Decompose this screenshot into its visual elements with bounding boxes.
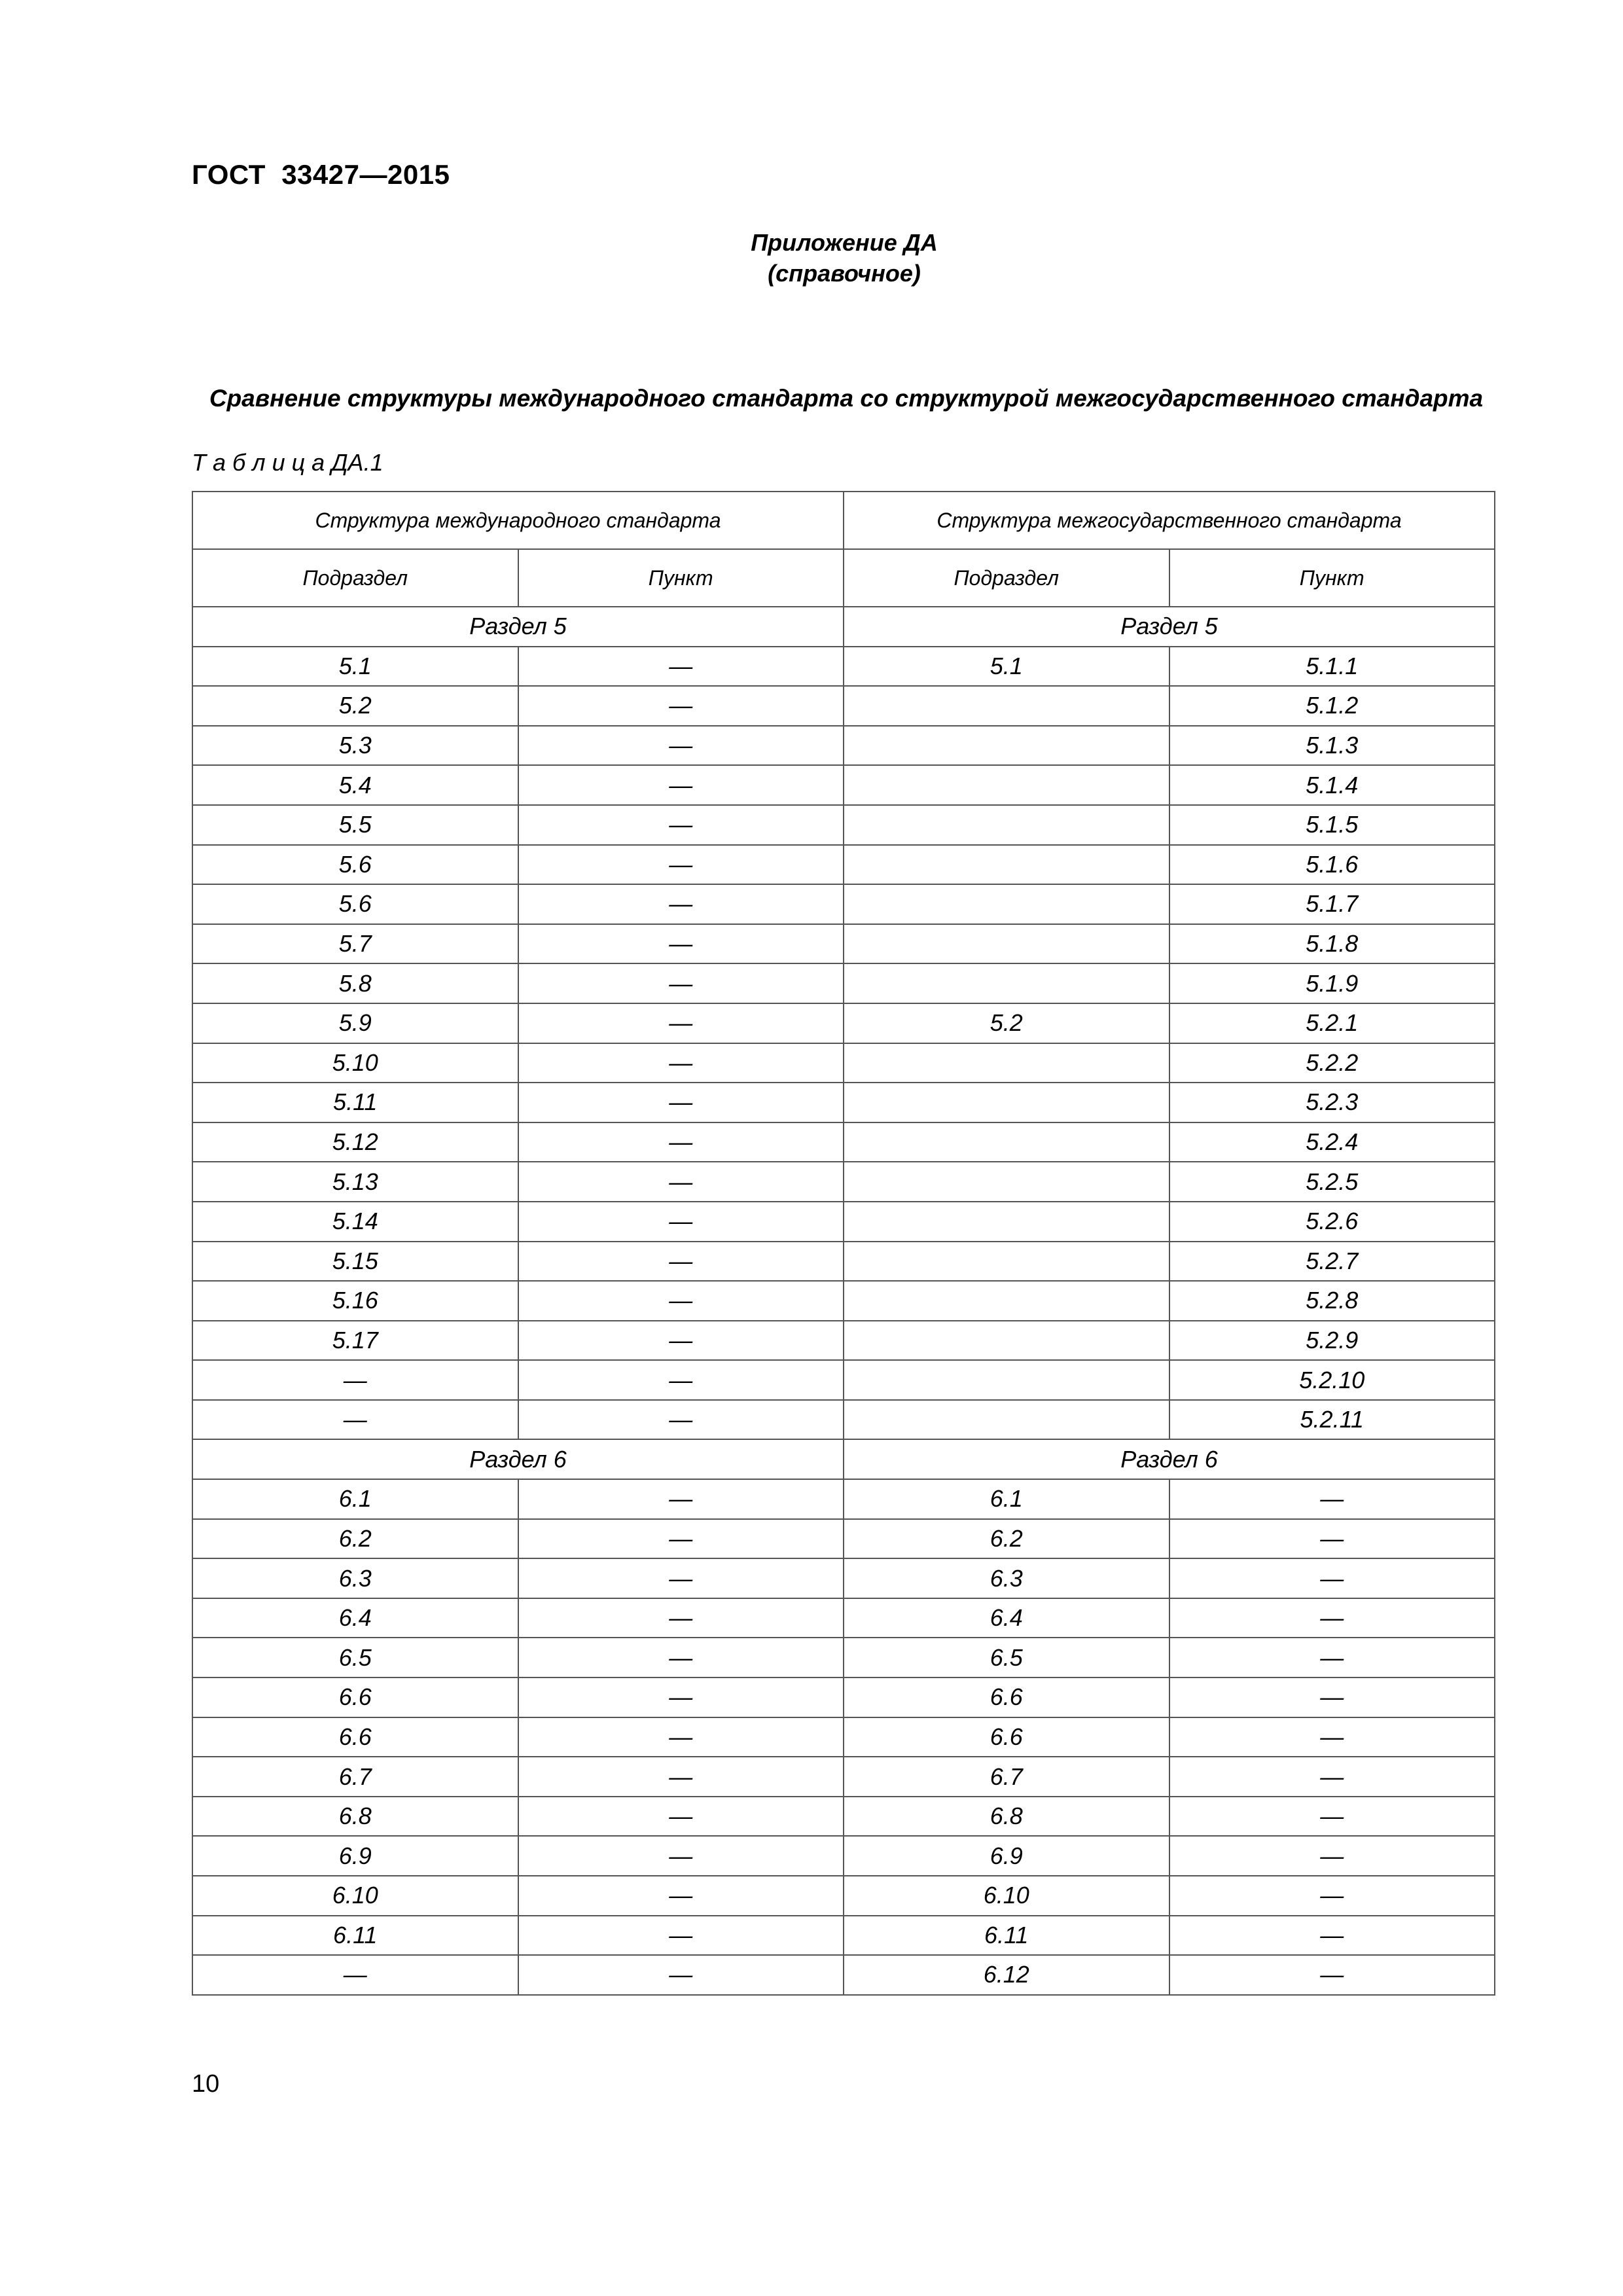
interstate-subsection-header: Подраздел: [844, 549, 1169, 607]
table-row: [192, 1202, 1495, 1242]
intl-item-cell: —: [518, 1836, 844, 1876]
interstate-subsection-cell: [844, 1281, 1169, 1321]
intl-subsection-cell: 6.3: [192, 1558, 518, 1598]
intl-item-cell: —: [518, 1400, 844, 1440]
section-row: [192, 607, 1495, 647]
intl-subsection-cell: 5.1: [192, 647, 518, 687]
interstate-subsection-cell: [844, 963, 1169, 1003]
interstate-item-header: Пункт: [1169, 549, 1495, 607]
intl-section-label: Раздел 5: [192, 607, 844, 647]
interstate-item-cell: —: [1169, 1955, 1495, 1995]
interstate-subsection-cell: [844, 924, 1169, 964]
interstate-item-cell: 5.2.11: [1169, 1400, 1495, 1440]
intl-item-cell: —: [518, 1043, 844, 1083]
interstate-item-cell: —: [1169, 1876, 1495, 1916]
table-row: [192, 963, 1495, 1003]
interstate-item-cell: —: [1169, 1519, 1495, 1559]
interstate-subsection-cell: 6.6: [844, 1717, 1169, 1757]
table-row: [192, 647, 1495, 687]
intl-subsection-cell: —: [192, 1400, 518, 1440]
intl-subsection-cell: 5.5: [192, 805, 518, 845]
intl-subsection-cell: 6.7: [192, 1757, 518, 1797]
interstate-subsection-cell: [844, 884, 1169, 924]
intl-item-cell: —: [518, 1677, 844, 1717]
table-row: [192, 726, 1495, 766]
table-group-header-row: [192, 492, 1495, 549]
intl-item-cell: —: [518, 1122, 844, 1162]
table-row: [192, 1400, 1495, 1440]
interstate-subsection-cell: 6.7: [844, 1757, 1169, 1797]
table-body: [192, 607, 1495, 1995]
intl-subsection-cell: 6.9: [192, 1836, 518, 1876]
table-row: [192, 845, 1495, 885]
interstate-item-cell: —: [1169, 1558, 1495, 1598]
table-row: [192, 1321, 1495, 1361]
interstate-item-cell: 5.2.7: [1169, 1242, 1495, 1282]
interstate-item-cell: —: [1169, 1916, 1495, 1956]
interstate-item-cell: —: [1169, 1757, 1495, 1797]
intl-item-cell: —: [518, 1003, 844, 1043]
interstate-item-cell: 5.1.7: [1169, 884, 1495, 924]
interstate-item-cell: 5.1.3: [1169, 726, 1495, 766]
section-row: [192, 1439, 1495, 1479]
table-row: [192, 1162, 1495, 1202]
interstate-subsection-cell: [844, 1321, 1169, 1361]
intl-item-cell: —: [518, 1083, 844, 1122]
intl-subsection-cell: 6.2: [192, 1519, 518, 1559]
intl-subsection-cell: 5.17: [192, 1321, 518, 1361]
interstate-subsection-cell: [844, 1360, 1169, 1400]
interstate-subsection-cell: 5.1: [844, 647, 1169, 687]
intl-subsection-cell: 6.5: [192, 1638, 518, 1677]
table-row: [192, 1797, 1495, 1837]
intl-subsection-cell: 6.11: [192, 1916, 518, 1956]
interstate-subsection-cell: 6.5: [844, 1638, 1169, 1677]
intl-item-cell: —: [518, 1242, 844, 1282]
table-row: [192, 1479, 1495, 1519]
intl-subsection-cell: —: [192, 1360, 518, 1400]
interstate-subsection-cell: [844, 845, 1169, 885]
interstate-subsection-cell: [844, 1202, 1169, 1242]
interstate-subsection-cell: 6.11: [844, 1916, 1169, 1956]
table-row: [192, 924, 1495, 964]
intl-item-cell: —: [518, 924, 844, 964]
intl-subsection-cell: 5.14: [192, 1202, 518, 1242]
table-row: [192, 1876, 1495, 1916]
intl-subsection-cell: —: [192, 1955, 518, 1995]
annex-heading: Сравнение структуры международного стандарта со структурой межгосударственного стандарта: [209, 385, 1484, 412]
intl-item-cell: —: [518, 1360, 844, 1400]
table-label: Т а б л и ц а ДА.1: [192, 449, 383, 476]
interstate-subsection-cell: [844, 1122, 1169, 1162]
table-row: [192, 1360, 1495, 1400]
interstate-section-label: Раздел 6: [844, 1439, 1495, 1479]
intl-item-cell: —: [518, 1797, 844, 1837]
intl-subsection-cell: 5.6: [192, 884, 518, 924]
interstate-subsection-cell: [844, 1043, 1169, 1083]
interstate-item-cell: 5.2.2: [1169, 1043, 1495, 1083]
intl-subsection-cell: 5.2: [192, 686, 518, 726]
international-structure-header: Структура международного стандарта: [192, 492, 844, 549]
interstate-structure-header: Структура межгосударственного стандарта: [844, 492, 1495, 549]
table-row: [192, 1558, 1495, 1598]
intl-item-cell: —: [518, 1717, 844, 1757]
interstate-subsection-cell: 6.10: [844, 1876, 1169, 1916]
interstate-subsection-cell: [844, 1400, 1169, 1440]
intl-subsection-cell: 6.6: [192, 1677, 518, 1717]
intl-subsection-cell: 5.8: [192, 963, 518, 1003]
intl-item-cell: —: [518, 1479, 844, 1519]
interstate-item-cell: —: [1169, 1479, 1495, 1519]
intl-item-cell: —: [518, 1757, 844, 1797]
interstate-item-cell: 5.1.4: [1169, 765, 1495, 805]
interstate-subsection-cell: [844, 1162, 1169, 1202]
interstate-item-cell: 5.1.5: [1169, 805, 1495, 845]
intl-subsection-header: Подраздел: [192, 549, 518, 607]
intl-subsection-cell: 5.4: [192, 765, 518, 805]
table-row: [192, 1598, 1495, 1638]
intl-item-cell: —: [518, 1916, 844, 1956]
table-row: [192, 884, 1495, 924]
interstate-item-cell: 5.2.8: [1169, 1281, 1495, 1321]
table-row: [192, 1916, 1495, 1956]
annex-title: Приложение ДА: [751, 229, 938, 256]
table-row: [192, 1281, 1495, 1321]
interstate-subsection-cell: [844, 1242, 1169, 1282]
interstate-item-cell: 5.2.3: [1169, 1083, 1495, 1122]
intl-item-header: Пункт: [518, 549, 844, 607]
interstate-item-cell: —: [1169, 1717, 1495, 1757]
intl-subsection-cell: 5.12: [192, 1122, 518, 1162]
intl-item-cell: —: [518, 726, 844, 766]
table-row: [192, 1677, 1495, 1717]
interstate-item-cell: 5.2.5: [1169, 1162, 1495, 1202]
interstate-item-cell: 5.2.1: [1169, 1003, 1495, 1043]
interstate-item-cell: 5.2.10: [1169, 1360, 1495, 1400]
interstate-subsection-cell: [844, 805, 1169, 845]
interstate-item-cell: —: [1169, 1638, 1495, 1677]
table-row: [192, 1717, 1495, 1757]
intl-subsection-cell: 6.6: [192, 1717, 518, 1757]
interstate-item-cell: 5.2.6: [1169, 1202, 1495, 1242]
intl-item-cell: —: [518, 1955, 844, 1995]
intl-subsection-cell: 6.10: [192, 1876, 518, 1916]
intl-item-cell: —: [518, 1519, 844, 1559]
interstate-item-cell: 5.2.9: [1169, 1321, 1495, 1361]
interstate-subsection-cell: 5.2: [844, 1003, 1169, 1043]
interstate-item-cell: 5.1.6: [1169, 845, 1495, 885]
intl-subsection-cell: 5.7: [192, 924, 518, 964]
intl-subsection-cell: 5.16: [192, 1281, 518, 1321]
table-row: [192, 1043, 1495, 1083]
intl-subsection-cell: 5.3: [192, 726, 518, 766]
intl-item-cell: —: [518, 845, 844, 885]
interstate-item-cell: 5.2.4: [1169, 1122, 1495, 1162]
interstate-subsection-cell: 6.9: [844, 1836, 1169, 1876]
interstate-item-cell: 5.1.2: [1169, 686, 1495, 726]
table-row: [192, 765, 1495, 805]
interstate-subsection-cell: 6.8: [844, 1797, 1169, 1837]
intl-item-cell: —: [518, 765, 844, 805]
intl-subsection-cell: 6.1: [192, 1479, 518, 1519]
intl-subsection-cell: 5.15: [192, 1242, 518, 1282]
intl-subsection-cell: 5.13: [192, 1162, 518, 1202]
intl-item-cell: —: [518, 1162, 844, 1202]
intl-section-label: Раздел 6: [192, 1439, 844, 1479]
interstate-section-label: Раздел 5: [844, 607, 1495, 647]
interstate-subsection-cell: 6.1: [844, 1479, 1169, 1519]
interstate-subsection-cell: 6.4: [844, 1598, 1169, 1638]
intl-subsection-cell: 6.4: [192, 1598, 518, 1638]
interstate-subsection-cell: [844, 1083, 1169, 1122]
interstate-subsection-cell: 6.6: [844, 1677, 1169, 1717]
interstate-item-cell: 5.1.8: [1169, 924, 1495, 964]
intl-subsection-cell: 5.10: [192, 1043, 518, 1083]
table-row: [192, 805, 1495, 845]
intl-item-cell: —: [518, 884, 844, 924]
table-row: [192, 1519, 1495, 1559]
table-row: [192, 1955, 1495, 1995]
interstate-item-cell: —: [1169, 1598, 1495, 1638]
intl-item-cell: —: [518, 647, 844, 687]
intl-subsection-cell: 6.8: [192, 1797, 518, 1837]
intl-subsection-cell: 5.9: [192, 1003, 518, 1043]
intl-item-cell: —: [518, 1202, 844, 1242]
table-row: [192, 1083, 1495, 1122]
intl-item-cell: —: [518, 1281, 844, 1321]
interstate-subsection-cell: [844, 765, 1169, 805]
table-row: [192, 1757, 1495, 1797]
page-number: 10: [192, 2070, 220, 2098]
interstate-subsection-cell: [844, 726, 1169, 766]
interstate-item-cell: 5.1.1: [1169, 647, 1495, 687]
intl-item-cell: —: [518, 805, 844, 845]
intl-item-cell: —: [518, 963, 844, 1003]
table-row: [192, 1242, 1495, 1282]
table-row: [192, 1836, 1495, 1876]
comparison-table: [192, 491, 1495, 1996]
interstate-item-cell: —: [1169, 1677, 1495, 1717]
intl-item-cell: —: [518, 1321, 844, 1361]
interstate-item-cell: 5.1.9: [1169, 963, 1495, 1003]
interstate-subsection-cell: 6.3: [844, 1558, 1169, 1598]
intl-subsection-cell: 5.11: [192, 1083, 518, 1122]
intl-item-cell: —: [518, 1598, 844, 1638]
interstate-subsection-cell: [844, 686, 1169, 726]
intl-item-cell: —: [518, 1638, 844, 1677]
table-row: [192, 1122, 1495, 1162]
interstate-item-cell: —: [1169, 1797, 1495, 1837]
interstate-item-cell: —: [1169, 1836, 1495, 1876]
interstate-subsection-cell: 6.2: [844, 1519, 1169, 1559]
table-row: [192, 1638, 1495, 1677]
table-column-header-row: [192, 549, 1495, 607]
table-row: [192, 1003, 1495, 1043]
intl-item-cell: —: [518, 1876, 844, 1916]
annex-type: (справочное): [768, 260, 921, 287]
interstate-subsection-cell: 6.12: [844, 1955, 1169, 1995]
intl-subsection-cell: 5.6: [192, 845, 518, 885]
intl-item-cell: —: [518, 1558, 844, 1598]
intl-item-cell: —: [518, 686, 844, 726]
table-row: [192, 686, 1495, 726]
document-id: ГОСТ 33427—2015: [192, 159, 450, 190]
